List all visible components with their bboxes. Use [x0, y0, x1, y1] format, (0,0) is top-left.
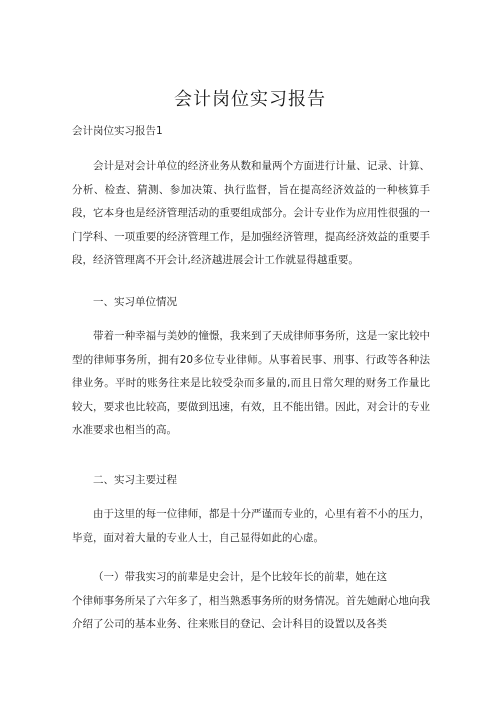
section-heading-unit: 一、实习单位情况 [93, 296, 177, 308]
document-title: 会计岗位实习报告 [174, 89, 326, 110]
intro-paragraph: 会计是对会计单位的经济业务从数和量两个方面进行计量、记录、计算、分析、检查、猜测、参加决策、执行监督，旨在提高经济效益的一种核算手段，它本身也是经济管理活动的重要组成部分。会计专业作为应用性很强的一门学科、一项重要的经济管理工作，是加强经济管理，提高经济效益的重要手段，经济管理离不开会计,经济越进展会计工作就显得越重要。 [72, 160, 430, 266]
unit-paragraph: 带着一种幸福与美妙的憧憬，我来到了天成律师事务所，这是一家比较中型的律师事务所，拥有20多位专业律师。从事着民事、刑事、行政等各种法律业务。平时的账务往来是比较受杂而多量的,而且日常欠理的财务工作量比较大，要求也比较高，要做到迅速，有效，且不能出错。因此，对会计的专业水准要求也相当的高。 [72, 330, 430, 436]
process-paragraph: 由于这里的每一位律师，都是十分严谨而专业的，心里有着不小的压力，毕竟，面对着大量的专业人士，自己显得如此的心虚。 [72, 508, 430, 544]
subsection-first-line: （一）带我实习的前辈是史会计，是个比较年长的前辈，她在这 [93, 571, 387, 583]
section-heading-process: 二、实习主要过程 [93, 474, 177, 486]
subsection-paragraph [72, 566, 430, 637]
document-subtitle: 会计岗位实习报告1 [72, 125, 163, 137]
subsection-continuation: 个律师事务所呆了六年多了，相当熟悉事务所的财务情况。首先她耐心地向我介绍了公司的基本业务、往来账目的登记、会计科目的设置以及各类 [72, 594, 430, 630]
